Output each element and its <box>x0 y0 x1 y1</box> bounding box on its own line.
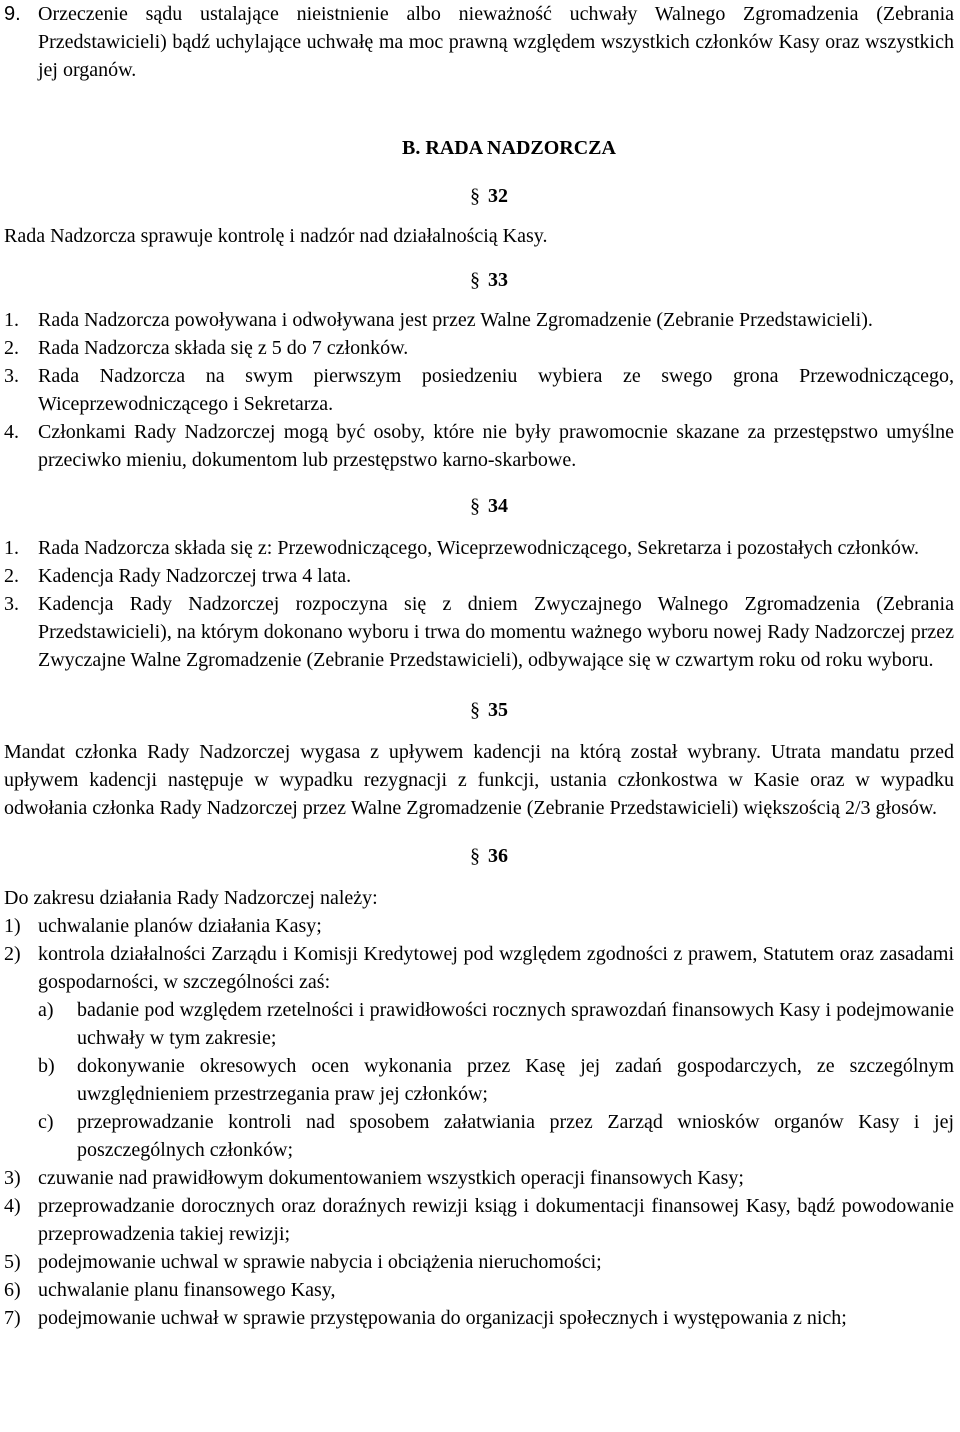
section-title: B. RADA NADZORCZA <box>402 137 616 159</box>
paragraph-heading-36 <box>4 842 954 870</box>
list-item <box>4 1164 954 1192</box>
paragraph-number: 32 <box>488 185 508 207</box>
list-item <box>4 562 954 590</box>
paragraph-35-text: Mandat członka Rady Nadzorczej wygasa z upływem kadencji na którą został wybrany. Utrata mandatu przed upływem kadencji następuje w wypadku rezygnacji z funkcji, ustania członkostwa w Kasie oraz w wypadku odwołania członka Rady Nadzorczej przez Walne Zgromadzenie (Zebranie Przedstawicieli) większością 2/3 głosów. <box>4 741 954 819</box>
list-item <box>4 1248 954 1276</box>
sub-list-item-letter: a) <box>38 999 54 1021</box>
list-item <box>4 1276 954 1304</box>
list-item-number: 2. <box>4 565 19 587</box>
list-item-text: Członkami Rady Nadzorczej mogą być osoby, które nie były prawomocnie skazane za przestępstwo umyślne przeciwko mieniu, dokumentom lub przestępstwo karno-skarbowe. <box>38 421 954 471</box>
paragraph-symbol: § <box>470 495 480 517</box>
list-item <box>4 1192 954 1248</box>
paragraph-symbol: § <box>470 845 480 867</box>
paragraph-number: 35 <box>488 699 508 721</box>
list-item-text: Rada Nadzorcza składa się z: Przewodniczącego, Wiceprzewodniczącego, Sekretarza i pozostałych członków. <box>38 537 919 559</box>
paragraph-heading-33 <box>4 266 954 294</box>
list-item <box>4 418 954 474</box>
list-item-text: podejmowanie uchwał w sprawie przystępowania do organizacji społecznych i występowania z nich; <box>38 1307 847 1329</box>
section-heading <box>4 134 954 162</box>
paragraph-36-list <box>4 912 954 1332</box>
list-item-number: 2. <box>4 337 19 359</box>
list-item-number: 4) <box>4 1195 21 1217</box>
list-item-number: 4. <box>4 421 19 443</box>
sub-list-item-text: badanie pod względem rzetelności i prawidłowości rocznych sprawozdań finansowych Kasy i podejmowanie uchwały w tym zakresie; <box>77 999 954 1049</box>
list-item <box>4 912 954 940</box>
paragraph-number: 33 <box>488 269 508 291</box>
list-item-text: przeprowadzanie dorocznych oraz doraźnych rewizji ksiąg i dokumentacji finansowej Kasy, bądź powodowanie przeprowadzenia takiej rewizji; <box>38 1195 954 1245</box>
list-item-number: 3. <box>4 593 19 615</box>
list-item-number: 3) <box>4 1167 21 1189</box>
list-item <box>4 362 954 418</box>
paragraph-36-lead: Do zakresu działania Rady Nadzorczej należy: <box>4 887 378 909</box>
intro-item <box>4 0 954 84</box>
list-item-number: 6) <box>4 1279 21 1301</box>
paragraph-32-text: Rada Nadzorcza sprawuje kontrolę i nadzór nad działalnością Kasy. <box>4 225 548 247</box>
list-item-number: 5) <box>4 1251 21 1273</box>
sub-list-item-letter: b) <box>38 1055 55 1077</box>
list-item-text: uchwalanie planu finansowego Kasy, <box>38 1279 336 1301</box>
list-item <box>4 590 954 674</box>
sub-list-item <box>4 1108 954 1164</box>
intro-item-number: 9. <box>4 3 21 25</box>
list-item-number: 1. <box>4 537 19 559</box>
list-item-text: Rada Nadzorcza na swym pierwszym posiedzeniu wybiera ze swego grona Przewodniczącego, Wiceprzewodniczącego i Sekretarza. <box>38 365 954 415</box>
list-item-number: 1. <box>4 309 19 331</box>
paragraph-symbol: § <box>470 269 480 291</box>
intro-item-text: Orzeczenie sądu ustalające nieistnienie albo nieważność uchwały Walnego Zgromadzenia (Zebrania Przedstawicieli) bądź uchylające uchwałę ma moc prawną względem wszystkich członków Kasy oraz wszystkich jej organów. <box>38 3 954 81</box>
list-item-text: Rada Nadzorcza składa się z 5 do 7 członków. <box>38 337 409 359</box>
sub-list-item <box>4 1052 954 1108</box>
paragraph-34-list <box>4 534 954 674</box>
list-item-text: czuwanie nad prawidłowym dokumentowaniem wszystkich operacji finansowych Kasy; <box>38 1167 744 1189</box>
list-item-text: Kadencja Rady Nadzorczej trwa 4 lata. <box>38 565 352 587</box>
paragraph-number: 34 <box>488 495 508 517</box>
sub-list-item-letter: c) <box>38 1111 54 1133</box>
list-item-text: Kadencja Rady Nadzorczej rozpoczyna się z dniem Zwyczajnego Walnego Zgromadzenia (Zebrania Przedstawicieli), na którym dokonano wyboru i trwa do momentu ważnego wyboru nowej Rady Nadzorczej przez Zwyczajne Walne Zgromadzenie (Zebranie Przedstawicieli), odbywające się w czwartym roku od roku wyboru. <box>38 593 954 671</box>
list-item <box>4 940 954 996</box>
paragraph-heading-34 <box>4 492 954 520</box>
list-item-text: uchwalanie planów działania Kasy; <box>38 915 322 937</box>
list-item-text: Rada Nadzorcza powoływana i odwoływana jest przez Walne Zgromadzenie (Zebranie Przedstawicieli). <box>38 309 873 331</box>
list-item-number: 3. <box>4 365 19 387</box>
list-item-number: 2) <box>4 943 21 965</box>
list-item <box>4 306 954 334</box>
list-item <box>4 334 954 362</box>
list-item-number: 1) <box>4 915 21 937</box>
paragraph-number: 36 <box>488 845 508 867</box>
list-item <box>4 1304 954 1332</box>
paragraph-heading-35 <box>4 696 954 724</box>
list-item-text: kontrola działalności Zarządu i Komisji Kredytowej pod względem zgodności z prawem, Statutem oraz zasadami gospodarności, w szczególności zaś: <box>38 943 954 993</box>
sub-list-item <box>4 996 954 1052</box>
paragraph-symbol: § <box>470 699 480 721</box>
paragraph-33-list <box>4 306 954 474</box>
list-item-number: 7) <box>4 1307 21 1329</box>
paragraph-symbol: § <box>470 185 480 207</box>
paragraph-heading-32 <box>4 182 954 210</box>
list-item <box>4 534 954 562</box>
sub-list-item-text: dokonywanie okresowych ocen wykonania przez Kasę jej zadań gospodarczych, ze szczególnym uwzględnieniem przestrzegania praw jej członków; <box>77 1055 954 1105</box>
list-item-text: podejmowanie uchwal w sprawie nabycia i obciążenia nieruchomości; <box>38 1251 602 1273</box>
sub-list-item-text: przeprowadzanie kontroli nad sposobem załatwiania przez Zarząd wniosków organów Kasy i jej poszczególnych członków; <box>77 1111 954 1161</box>
